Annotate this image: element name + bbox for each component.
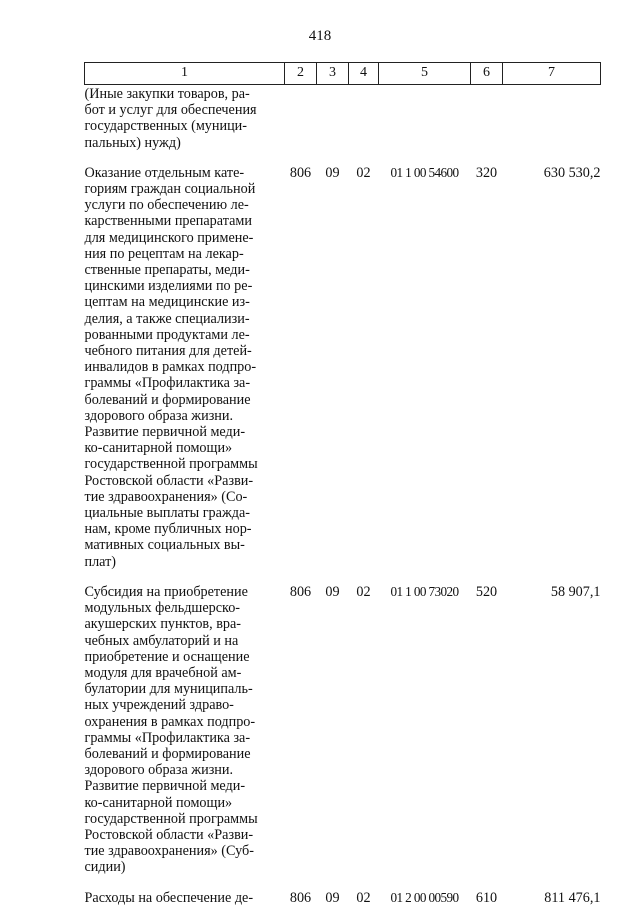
row-col-4: 02 (356, 583, 371, 600)
header-col-7: 7 (503, 63, 601, 85)
page-number: 418 (308, 28, 332, 44)
header-col-1: 1 (85, 63, 285, 85)
row-col-7: 58 907,1 (550, 583, 601, 600)
row-col-4 (349, 85, 379, 151)
header-col-2: 2 (285, 63, 317, 85)
row-col-2: 806 (289, 164, 312, 181)
table-header-row (85, 63, 601, 85)
header-col-6: 6 (471, 63, 503, 85)
budget-table (84, 62, 601, 906)
header-col-3: 3 (317, 63, 349, 85)
row-col-5: 01 1 00 54600 (390, 164, 459, 180)
header-col-4: 4 (349, 63, 379, 85)
row-col-7: 811 476,1 (544, 889, 601, 906)
header-col-5: 5 (379, 63, 471, 85)
row-col-2: 806 (289, 583, 312, 600)
table-row (85, 85, 601, 151)
row-description: Субсидия на приобретение модульных фельдшерско- акушерских пунктов, вра- чебных амбулаторий и на приобретение и оснащение модуля для врачебной ам- булатории для муниципаль- ных учреждений здраво- охранения в рамках подпро- граммы «Профилактика за- болеваний и формирование здорового образа жизни. Развитие первичной меди- ко-санитарной помощи» государственной программы Ростовской области «Разви- тие здравоохранения» (Суб- сидии) (84, 583, 258, 876)
row-col-3: 09 (325, 164, 340, 181)
row-col-5: 01 2 00 00590 (390, 889, 459, 905)
row-description: Оказание отдельным кате- гориям граждан социальной услуги по обеспечению ле- карственными препаратами для медицинского примене- ния по рецептам на лекар- ственные препараты, меди- цинскими изделиями по ре- цептам на медицинские из- делия, а также специализи- рованными продуктами ле- чебного питания для детей- инвалидов в рамках подпро- граммы «Профилактика за- болеваний и формирование здорового образа жизни. Развитие первичной меди- ко-санитарной помощи» государственной программы Ростовской области «Разви- тие здравоохранения» (Со- циальные выплаты гражда- нам, кроме публичных нор- мативных социальных вы- плат) (84, 164, 258, 570)
row-col-6: 320 (475, 164, 498, 181)
row-col-6 (471, 85, 503, 151)
row-col-3 (317, 85, 349, 151)
row-col-6: 520 (475, 583, 498, 600)
row-col-5: 01 1 00 73020 (390, 583, 459, 599)
row-col-5 (379, 85, 471, 151)
row-col-6: 610 (475, 889, 498, 906)
row-col-3: 09 (325, 889, 340, 906)
table-row (85, 584, 601, 876)
row-col-7 (503, 85, 601, 151)
row-col-3: 09 (325, 583, 340, 600)
row-description: Расходы на обеспечение де- (84, 889, 254, 906)
row-col-2: 806 (289, 889, 312, 906)
table-row (85, 890, 601, 906)
row-col-2 (285, 85, 317, 151)
row-col-7: 630 530,2 (543, 164, 601, 181)
row-col-4: 02 (356, 164, 371, 181)
row-col-4: 02 (356, 889, 371, 906)
table-row (85, 165, 601, 570)
row-description: (Иные закупки товаров, ра- бот и услуг для обеспечения государственных (муници- пальных) нужд) (84, 86, 257, 151)
